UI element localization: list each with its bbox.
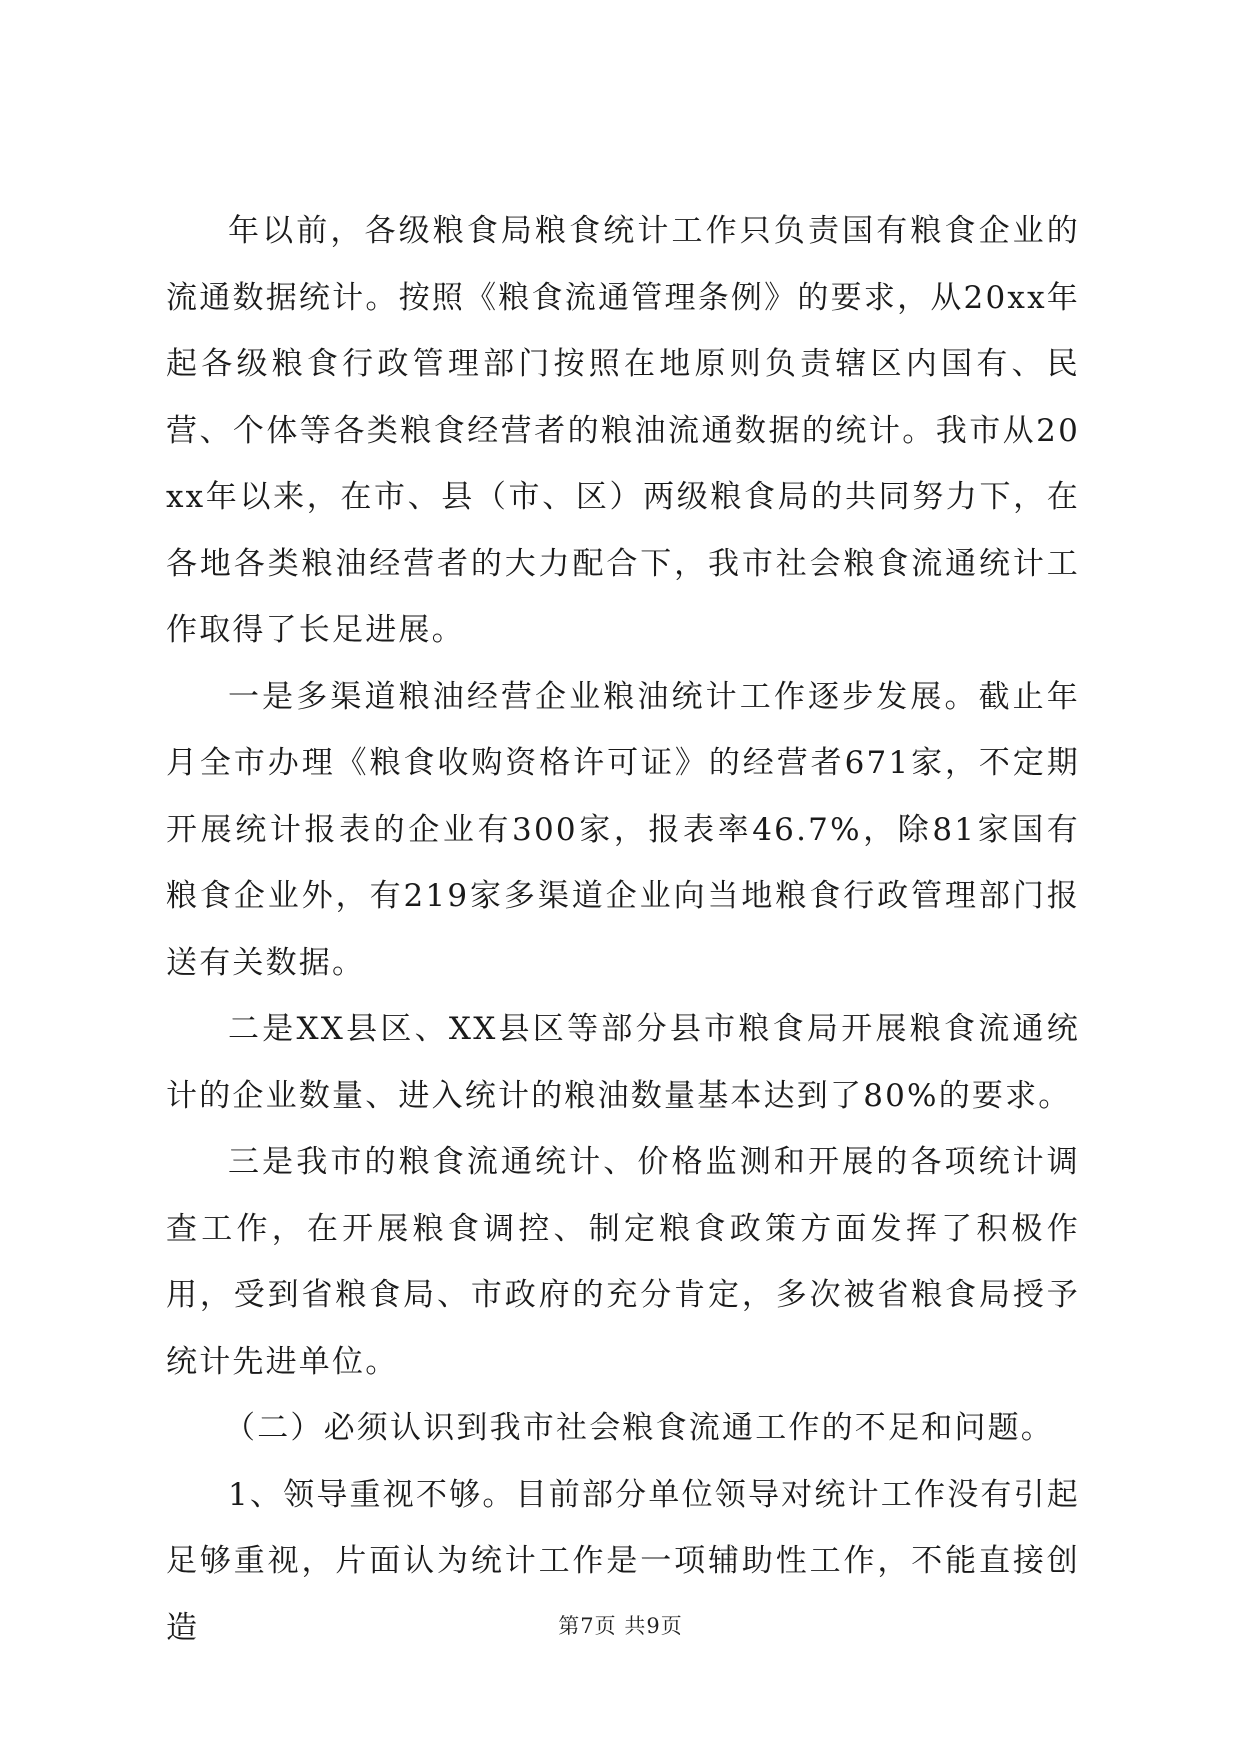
paragraph-point-two: 二是XX县区、XX县区等部分县市粮食局开展粮食流通统计的企业数量、进入统计的粮油数量基本达到了80%的要求。 [166,1011,1080,1114]
paragraph-point-three: 三是我市的粮食流通统计、价格监测和开展的各项统计调查工作，在开展粮食调控、制定粮食政策方面发挥了积极作用，受到省粮食局、市政府的充分肯定，多次被省粮食局授予统计先进单位。 [166,1144,1080,1380]
paragraph-issue-one: 1、领导重视不够。目前部分单位领导对统计工作没有引起足够重视，片面认为统计工作是一项辅助性工作，不能直接创造 [166,1476,1080,1646]
page-number-footer: 第7页 共9页 [558,1614,683,1638]
paragraph-point-one: 一是多渠道粮油经营企业粮油统计工作逐步发展。截止年月全市办理《粮食收购资格许可证》的经营者671家，不定期开展统计报表的企业有300家，报表率46.7%，除81家国有粮食企业外，有219家多渠道企业向当地粮食行政管理部门报送有关数据。 [166,678,1080,981]
document-body [166,198,1080,1661]
paragraph-intro: 年以前，各级粮食局粮食统计工作只负责国有粮食企业的流通数据统计。按照《粮食流通管理条例》的要求，从20xx年起各级粮食行政管理部门按照在地原则负责辖区内国有、民营、个体等各类粮食经营者的粮油流通数据的统计。我市从20xx年以来，在市、县（市、区）两级粮食局的共同努力下，在各地各类粮油经营者的大力配合下，我市社会粮食流通统计工作取得了长足进展。 [166,213,1080,648]
section-heading: （二）必须认识到我市社会粮食流通工作的不足和问题。 [224,1410,1054,1446]
